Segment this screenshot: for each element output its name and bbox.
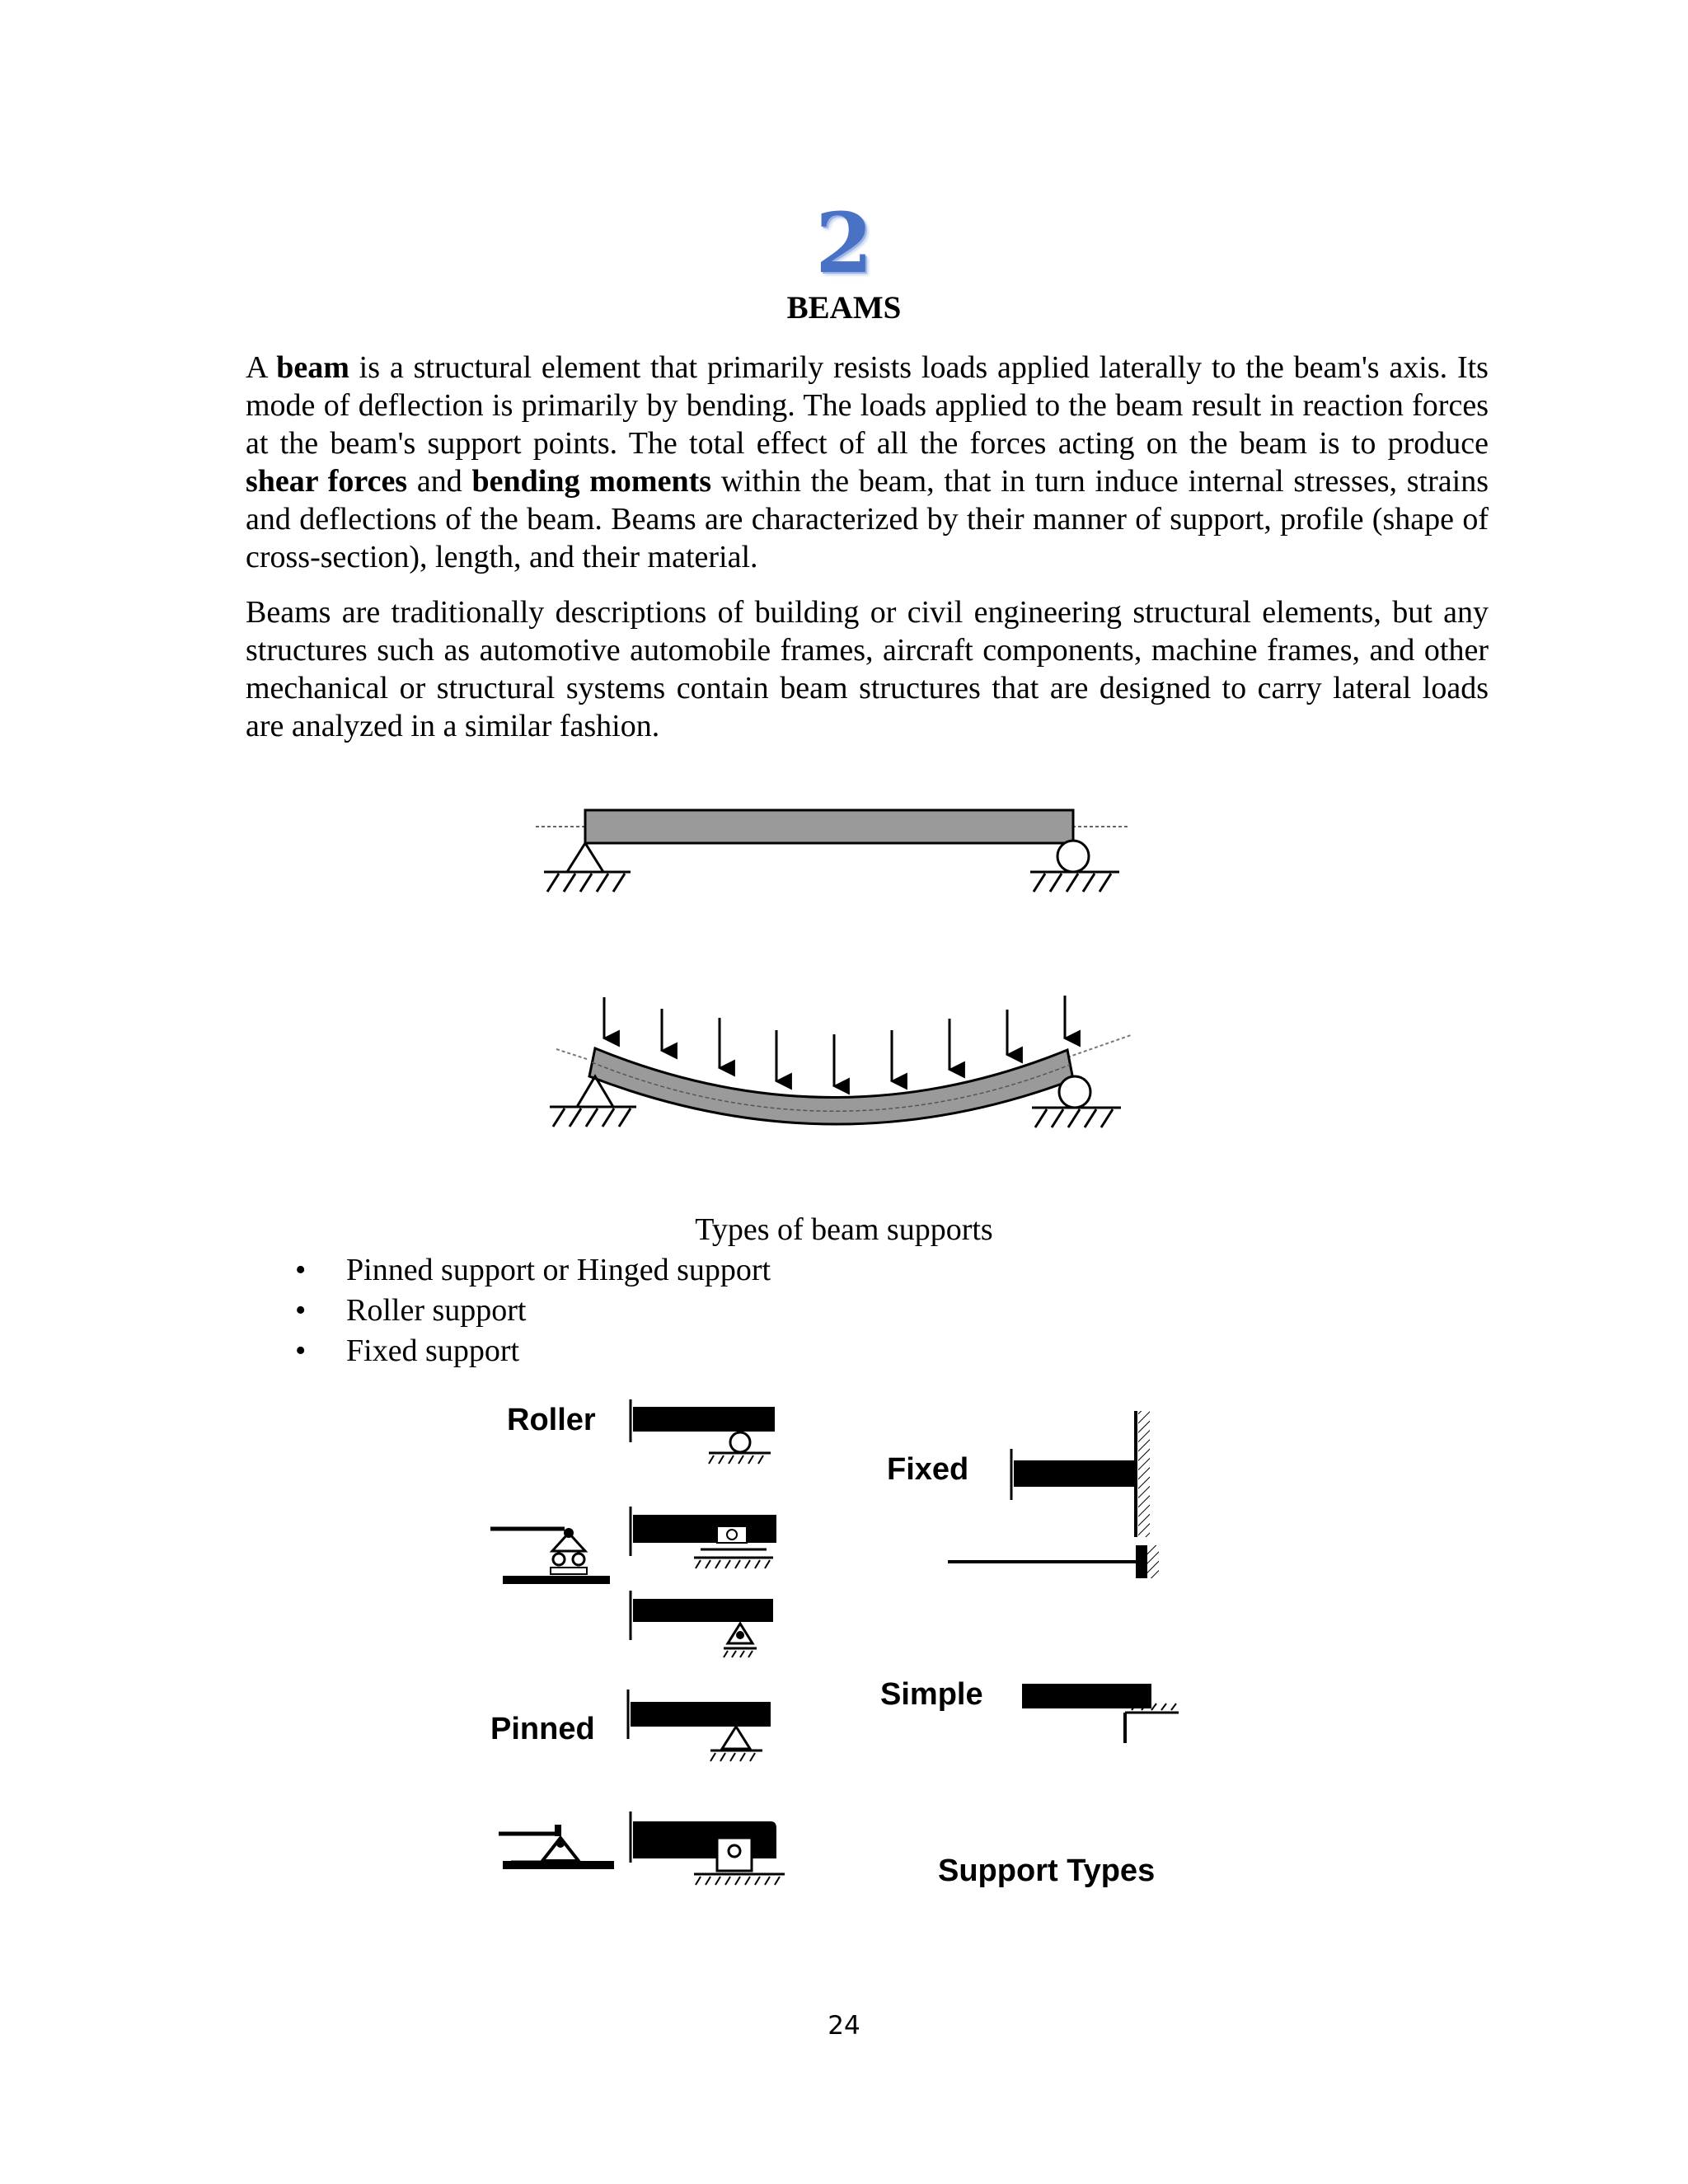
bold-term-bending-moments: bending moments (471, 464, 712, 499)
paragraph-beam-applications: Beams are traditionally descriptions of building or civil engineering structural elements, but any structures such as automotive automobile frames, aircraft components, machine frames, and other mechanical or structural systems contain beam structures that are designed to carry lateral loads are analyzed in a similar fashion. (246, 595, 1489, 743)
list-item (295, 1291, 771, 1331)
beam-deflection-diagram (528, 799, 1154, 1154)
label-support-types: Support Types (938, 1854, 1156, 1888)
text-run: A (246, 350, 277, 385)
fixed-support-wall-icon (1011, 1411, 1150, 1537)
bullet-icon: • (295, 1293, 307, 1328)
list-item-text: Fixed support (346, 1333, 520, 1368)
list-item-text: Pinned support or Hinged support (346, 1253, 771, 1287)
list-item (295, 1250, 771, 1291)
pinned-support-beam-icon (628, 1690, 771, 1761)
bold-term-shear-forces: shear forces (246, 464, 408, 499)
label-pinned: Pinned (490, 1712, 595, 1746)
support-types-list (295, 1250, 771, 1371)
pin-support-icon (544, 843, 631, 892)
pin-on-roller-beam-icon (631, 1591, 773, 1657)
pinned-link-icon (499, 1825, 614, 1869)
support-types-figure (478, 1393, 1203, 1904)
chapter-title: BEAMS (786, 290, 902, 326)
pinned-block-beam-icon (631, 1811, 785, 1885)
roller-carriage-beam-icon (631, 1507, 776, 1568)
text-run: within the beam, that in turn induce internal stresses, strains and deflections of the beam. Beams are characterized by their manner of support, profile (shape of cross-section), length, and their material. (246, 464, 1489, 574)
chapter-number: 2 (815, 194, 873, 292)
bold-term-beam: beam (276, 350, 349, 385)
undeflected-beam (536, 810, 1129, 892)
figure-caption: Types of beam supports (695, 1212, 993, 1247)
text-run: and (407, 464, 472, 499)
label-fixed: Fixed (887, 1452, 969, 1487)
roller-support-icon (1030, 841, 1119, 892)
label-simple: Simple (880, 1677, 983, 1712)
list-item-text: Roller support (346, 1293, 527, 1328)
bullet-icon: • (295, 1253, 307, 1287)
fixed-support-rod-icon (948, 1545, 1159, 1578)
text-run: is a structural element that primarily resists loads applied laterally to the beam's axis. Its mode of deflection is primarily by bending. The loads applied to the beam result in reaction forces at the beam's support points. The total effect of all the forces acting on the beam is to produce (246, 350, 1489, 461)
distributed-load-arrows (604, 996, 1065, 1086)
roller-support-beam-icon (631, 1399, 775, 1464)
label-roller: Roller (507, 1403, 596, 1437)
list-item (295, 1331, 771, 1371)
paragraph-beam-definition (246, 349, 1489, 576)
bullet-icon: • (295, 1333, 307, 1368)
simple-support-icon (1022, 1684, 1179, 1743)
roller-link-icon (490, 1528, 610, 1584)
deflected-beam (550, 996, 1131, 1127)
page-number: 24 (828, 2011, 860, 2041)
